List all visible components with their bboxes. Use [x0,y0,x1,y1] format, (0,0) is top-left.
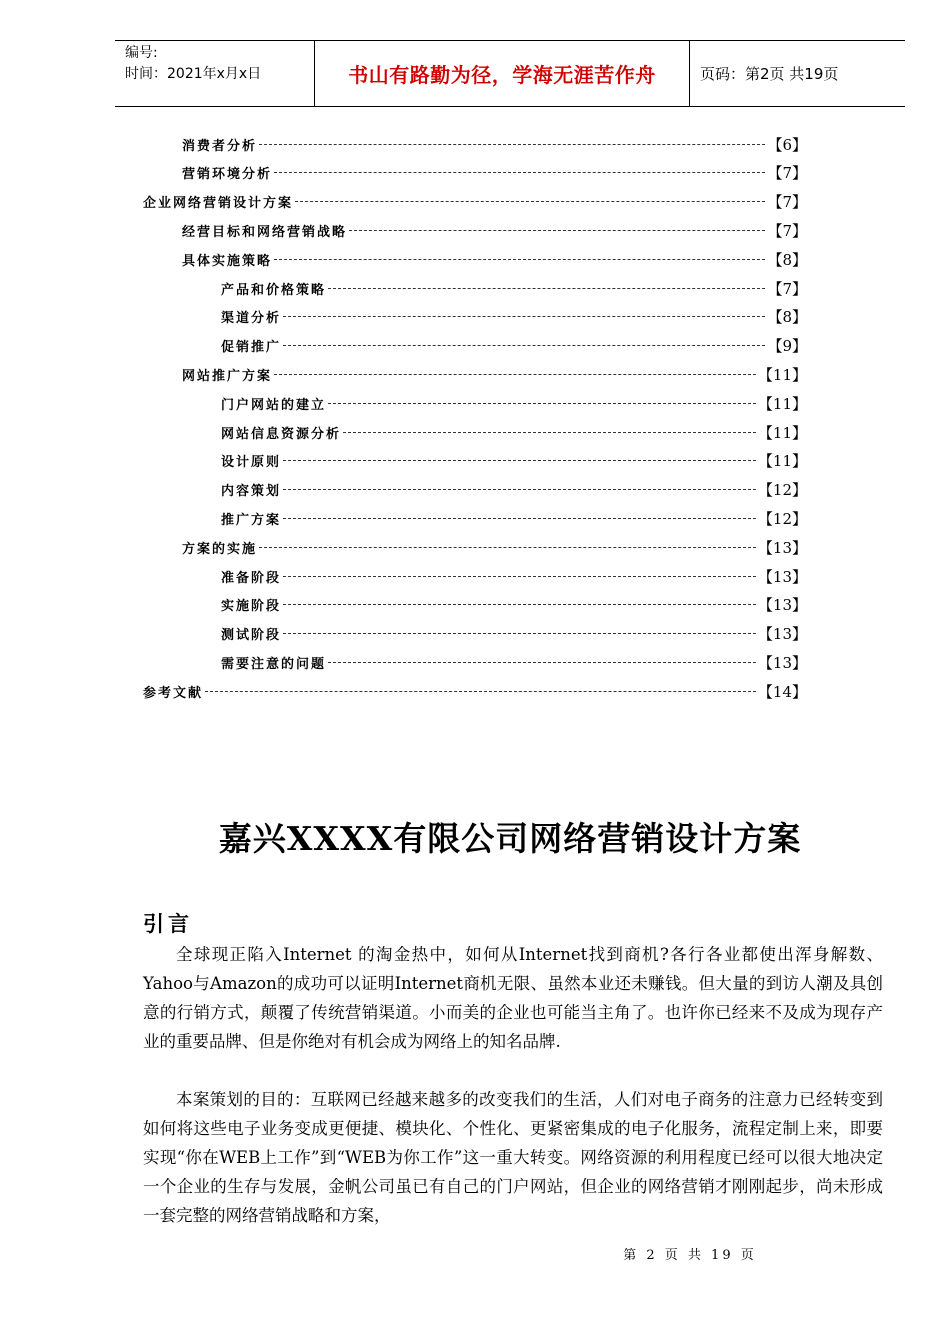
toc-entry[interactable] [221,392,807,414]
toc-leader-dots [205,691,756,692]
toc-entry-label: 促销推广 [221,340,282,356]
toc-entry[interactable] [182,219,807,241]
toc-leader-dots [274,259,765,260]
toc-entry-page: 【7】 [767,193,807,212]
toc-entry[interactable] [221,421,807,443]
toc-entry[interactable] [143,191,807,213]
toc-entry-label: 门户网站的建立 [221,397,327,413]
toc-leader-dots [283,316,765,317]
toc-entry-label: 消费者分析 [182,138,258,154]
section-heading: 引言 [143,912,193,936]
toc-entry-page: 【11】 [757,423,807,442]
toc-entry[interactable] [221,507,807,529]
toc-leader-dots [259,144,765,145]
toc-entry-label: 企业网络营销设计方案 [143,196,294,212]
document-title: 嘉兴XXXX有限公司网络营销设计方案 [218,819,802,858]
toc-leader-dots [274,172,765,173]
toc-leader-dots [295,201,765,202]
toc-entry[interactable] [221,450,807,472]
toc-entry-page: 【7】 [767,221,807,240]
toc-leader-dots [283,460,756,461]
toc-entry-label: 方案的实施 [182,541,258,557]
page-footer: 第 2 页 共 19 页 [623,1248,757,1263]
toc-entry[interactable] [221,565,807,587]
toc-leader-dots [274,374,756,375]
toc-leader-dots [349,230,765,231]
toc-leader-dots [259,547,756,548]
toc-entry-page: 【13】 [757,653,807,672]
toc-entry-page: 【12】 [757,481,807,500]
toc-leader-dots [283,633,756,634]
header-motto: 书山有路勤为径，学海无涯苦作舟 [315,41,690,106]
toc-entry-label: 产品和价格策略 [221,282,327,298]
toc-entry[interactable] [182,133,807,155]
body-paragraph: 本案策划的目的：互联网已经越来越多的改变我们的生活，人们对电子商务的注意力已经转变到如何将这些电子业务变成更便捷、模块化、个性化、更紧密集成的电子化服务，流程定制上来，即要实现“你在WEB上工作”到“WEB为你工作”这一重大转变。网络资源的利用程度已经可以很大地决定一个企业的生存与发展，金帆公司虽已有自己的门户网站，但企业的网络营销才刚刚起步，尚未形成一套完整的网络营销战略和方案， [143,1090,883,1225]
toc-entry[interactable] [143,680,807,702]
toc-entry-label: 网站信息资源分析 [221,426,342,442]
toc-leader-dots [328,662,756,663]
toc-entry[interactable] [221,623,807,645]
toc-entry-page: 【11】 [757,394,807,413]
toc-entry-page: 【13】 [757,538,807,557]
toc-entry-label: 测试阶段 [221,628,282,644]
toc-entry-page: 【7】 [767,164,807,183]
toc-leader-dots [283,576,756,577]
toc-leader-dots [283,489,756,490]
toc-entry[interactable] [182,162,807,184]
toc-entry[interactable] [221,479,807,501]
toc-entry[interactable] [182,536,807,558]
toc-entry-page: 【13】 [757,567,807,586]
toc-entry-label: 具体实施策略 [182,253,273,269]
toc-entry-page: 【13】 [757,625,807,644]
document-number-label: 编号: [125,45,158,61]
toc-entry-label: 准备阶段 [221,570,282,586]
toc-entry-page: 【8】 [767,250,807,269]
toc-entry[interactable] [182,248,807,270]
header-meta [115,41,315,106]
toc-entry-page: 【11】 [757,452,807,471]
toc-entry-page: 【13】 [757,596,807,615]
toc-entry-label: 设计原则 [221,455,282,471]
body-paragraph: 全球现正陷入Internet 的淘金热中，如何从Internet找到商机?各行各业都使出浑身解数、Yahoo与Amazon的成功可以证明Internet商机无限、虽然本业还未赚钱。但大量的到访人潮及具创意的行销方式，颠覆了传统营销渠道。小而美的企业也可能当主角了。也许你已经来不及成为现存产业的重要品牌、但是你绝对有机会成为网络上的知名品牌. [143,945,883,1051]
toc-entry-page: 【9】 [767,337,807,356]
toc-entry-label: 实施阶段 [221,599,282,615]
document-time-label: 时间：2021年x月x日 [125,66,262,82]
toc-entry-page: 【7】 [767,279,807,298]
header-page-info: 页码：第2页 共19页 [700,65,839,83]
toc-leader-dots [283,345,765,346]
toc-entry-label: 渠道分析 [221,311,282,327]
toc-entry-page: 【11】 [757,365,807,384]
toc-entry[interactable] [221,277,807,299]
toc-entry-label: 推广方案 [221,512,282,528]
toc-entry[interactable] [182,363,807,385]
toc-entry-page: 【14】 [757,682,807,701]
toc-entry-label: 营销环境分析 [182,167,273,183]
toc-leader-dots [283,518,756,519]
toc-entry-page: 【12】 [757,509,807,528]
toc-leader-dots [328,403,756,404]
toc-leader-dots [328,288,765,289]
toc-entry-label: 内容策划 [221,484,282,500]
toc-leader-dots [283,604,756,605]
toc-entry-label: 网站推广方案 [182,368,273,384]
toc-entry-label: 经营目标和网络营销战略 [182,224,348,240]
toc-leader-dots [343,432,756,433]
toc-entry[interactable] [221,594,807,616]
toc-entry-label: 参考文献 [143,685,204,701]
toc-entry[interactable] [221,335,807,357]
toc-entry-label: 需要注意的问题 [221,656,327,672]
toc-entry-page: 【6】 [767,135,807,154]
page-header [115,40,905,107]
toc-entry[interactable] [221,651,807,673]
toc-entry-page: 【8】 [767,308,807,327]
toc-entry[interactable] [221,306,807,328]
